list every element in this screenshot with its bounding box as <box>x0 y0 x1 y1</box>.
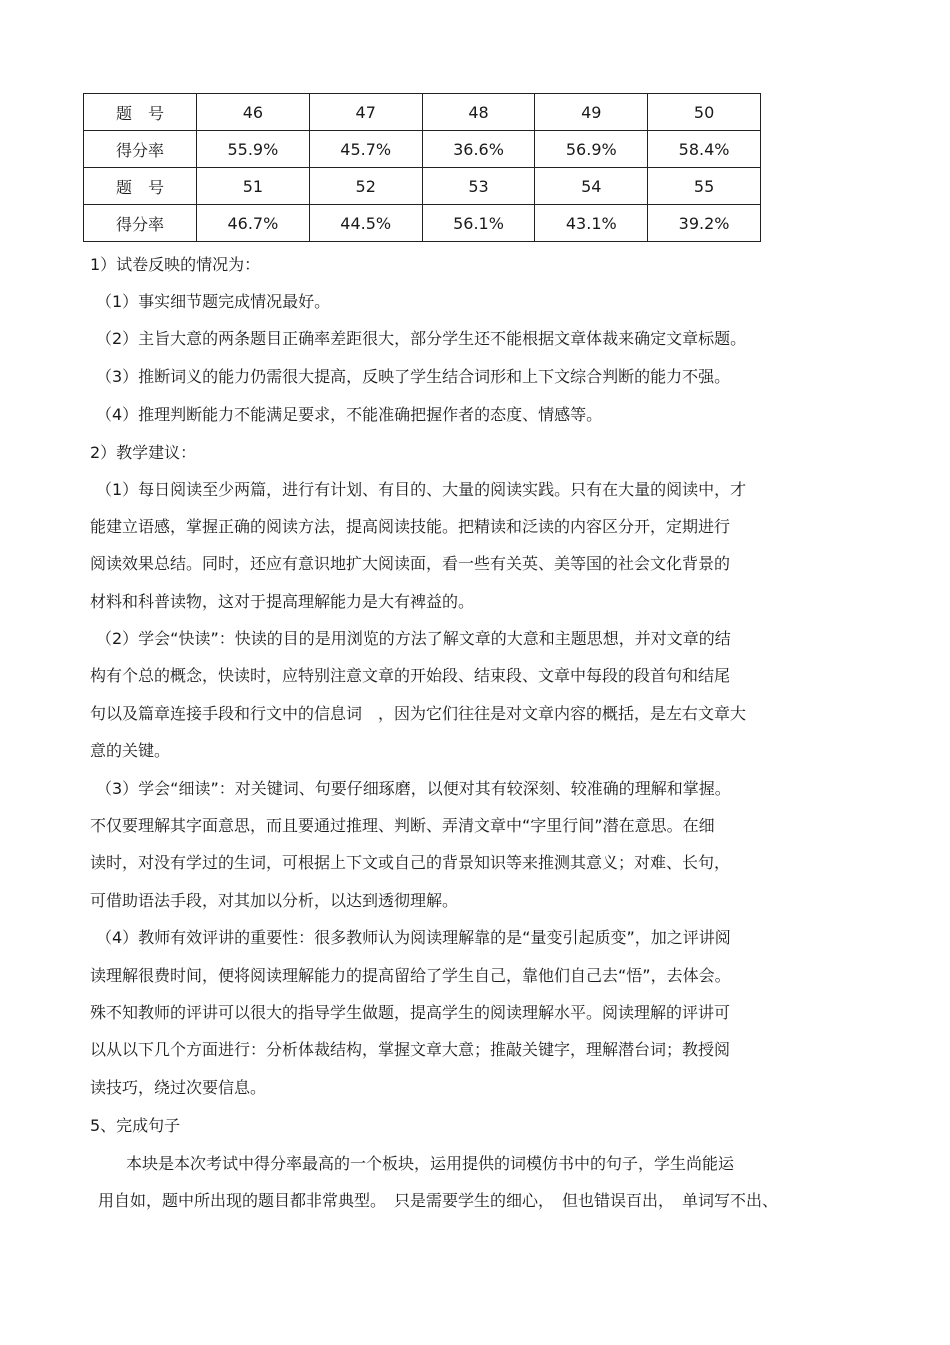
text-line: 本块是本次考试中得分率最高的一个板块，运用提供的词模仿书中的句子，学生尚能运 <box>126 1154 735 1173</box>
text-line: 以从以下几个方面进行：分析体裁结构，掌握文章大意；推敲关键字，理解潜台词；教授阅 <box>90 1040 731 1059</box>
row-header-score-rate: 得分率 <box>84 131 197 168</box>
text-line: 阅读效果总结。同时，还应有意识地扩大阅读面，看一些有关英、美等国的社会文化背景的 <box>90 554 731 573</box>
table-cell: 50 <box>648 94 761 131</box>
text-line: （3）学会“细读”：对关键词、句要仔细琢磨，以便对其有较深刻、较准确的理解和掌握。 <box>96 779 731 798</box>
text-line: （2）学会“快读”：快读的目的是用浏览的方法了解文章的大意和主题思想，并对文章的结 <box>96 629 731 648</box>
table-cell: 52 <box>309 168 422 205</box>
text-line: （1）每日阅读至少两篇，进行有计划、有目的、大量的阅读实践。只有在大量的阅读中，才 <box>96 480 747 499</box>
table-cell: 39.2% <box>648 205 761 242</box>
table-cell: 56.9% <box>535 131 648 168</box>
text-line: 读理解很费时间，便将阅读理解能力的提高留给了学生自己，靠他们自己去“悟”，去体会。 <box>90 966 731 985</box>
table-cell: 49 <box>535 94 648 131</box>
table-cell: 45.7% <box>309 131 422 168</box>
table-cell: 44.5% <box>309 205 422 242</box>
finding-item: （4）推理判断能力不能满足要求，不能准确把握作者的态度、情感等。 <box>96 405 603 424</box>
text-line: 用自如，题中所出现的题目都非常典型。 只是需要学生的细心， 但也错误百出， 单词写不出、 <box>98 1191 779 1210</box>
text-line: 材料和科普读物，这对于提高理解能力是大有裨益的。 <box>90 592 475 611</box>
section-heading-teaching-advice: 2）教学建议： <box>90 443 197 462</box>
text-line: 读时，对没有学过的生词，可根据上下文或自己的背景知识等来推测其意义；对难、长句， <box>90 853 731 872</box>
table-cell: 53 <box>422 168 535 205</box>
table-cell: 56.1% <box>422 205 535 242</box>
score-rate-table <box>83 93 761 242</box>
table-cell: 46 <box>197 94 310 131</box>
text-line: 殊不知教师的评讲可以很大的指导学生做题，提高学生的阅读理解水平。阅读理解的评讲可 <box>90 1003 731 1022</box>
table-cell: 47 <box>309 94 422 131</box>
row-header-question-number: 题 号 <box>84 94 197 131</box>
table-row <box>84 94 761 131</box>
text-line: 句以及篇章连接手段和行文中的信息词 ，因为它们往往是对文章内容的概括，是左右文章大 <box>90 704 747 723</box>
table-row <box>84 168 761 205</box>
table-cell: 36.6% <box>422 131 535 168</box>
text-line: 构有个总的概念，快读时，应特别注意文章的开始段、结束段、文章中每段的段首句和结尾 <box>90 666 731 685</box>
finding-item: （2）主旨大意的两条题目正确率差距很大，部分学生还不能根据文章体裁来确定文章标题。 <box>96 329 747 348</box>
row-header-question-number: 题 号 <box>84 168 197 205</box>
table-cell: 51 <box>197 168 310 205</box>
text-line: （4）教师有效评讲的重要性：很多教师认为阅读理解靠的是“量变引起质变”，加之评讲阅 <box>96 928 731 947</box>
table-cell: 48 <box>422 94 535 131</box>
section-heading-exam-findings: 1）试卷反映的情况为： <box>90 255 261 274</box>
text-line: 不仅要理解其字面意思，而且要通过推理、判断、弄清文章中“字里行间”潜在意思。在细 <box>90 816 715 835</box>
table-row <box>84 205 761 242</box>
finding-item: （1）事实细节题完成情况最好。 <box>96 292 331 311</box>
table-row <box>84 131 761 168</box>
table-cell: 58.4% <box>648 131 761 168</box>
table-cell: 54 <box>535 168 648 205</box>
text-line: 意的关键。 <box>90 741 171 760</box>
table-cell: 55.9% <box>197 131 310 168</box>
section-heading-sentence-completion: 5、完成句子 <box>90 1116 181 1135</box>
text-line: 可借助语法手段，对其加以分析，以达到透彻理解。 <box>90 891 459 910</box>
table-cell: 43.1% <box>535 205 648 242</box>
table-cell: 55 <box>648 168 761 205</box>
text-line: 能建立语感，掌握正确的阅读方法，提高阅读技能。把精读和泛读的内容区分开，定期进行 <box>90 517 731 536</box>
text-line: 读技巧，绕过次要信息。 <box>90 1078 267 1097</box>
row-header-score-rate: 得分率 <box>84 205 197 242</box>
table-cell: 46.7% <box>197 205 310 242</box>
finding-item: （3）推断词义的能力仍需很大提高，反映了学生结合词形和上下文综合判断的能力不强。 <box>96 367 731 386</box>
